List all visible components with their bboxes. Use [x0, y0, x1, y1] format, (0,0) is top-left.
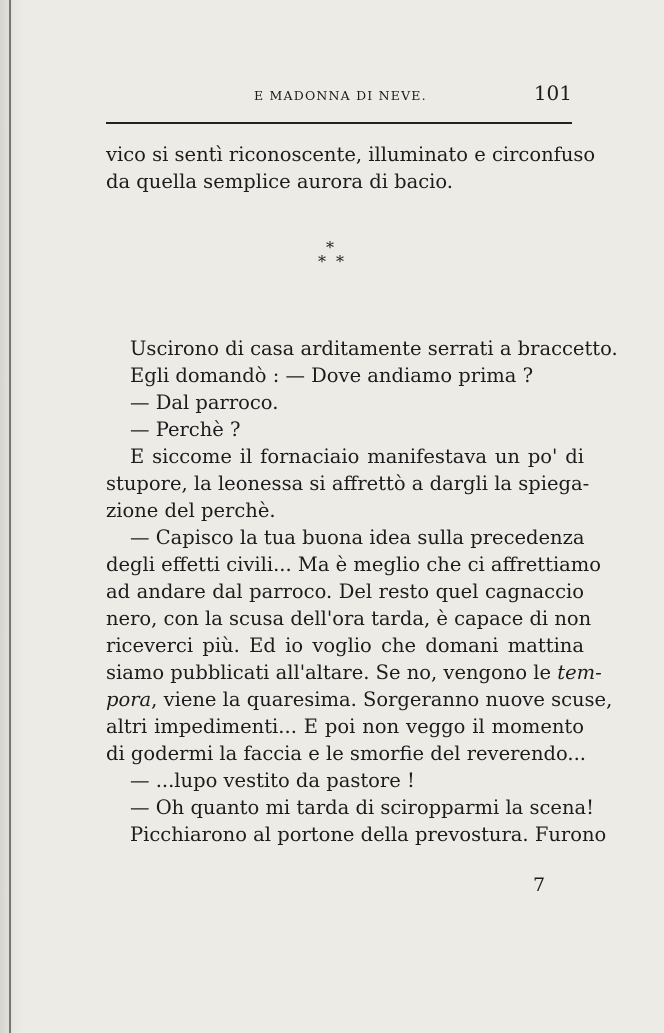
text-line	[106, 659, 602, 686]
page-number: 101	[533, 81, 572, 105]
text-line: Picchiarono al portone della prevostura. Furono	[130, 823, 607, 846]
italic-fragment: pora	[106, 688, 152, 711]
text-line: Uscirono di casa arditamente serrati a braccetto.	[130, 337, 618, 360]
text-line: da quella semplice aurora di bacio.	[106, 170, 454, 193]
text-line: Egli domandò : — Dove andiamo prima ?	[130, 364, 534, 387]
text-line: — Oh quanto mi tarda di sciropparmi la scena!	[130, 796, 594, 819]
text-fragment: siamo pubblicati all'altare. Se no, vengono le	[106, 661, 558, 684]
text-fragment: , viene la quaresima. Sorgeranno nuove scuse,	[151, 688, 613, 711]
text-line: zione del perchè.	[106, 499, 276, 522]
paragraph-continuation	[106, 141, 596, 195]
body-text	[106, 335, 618, 848]
text-line	[106, 686, 613, 713]
text-line: — Perchè ?	[130, 418, 241, 441]
page-edge	[0, 0, 22, 1033]
text-line: altri impedimenti... E poi non veggo il momento	[106, 715, 584, 738]
signature-mark: 7	[533, 874, 546, 896]
text-line: nero, con la scusa dell'ora tarda, è capace di non	[106, 607, 592, 630]
asterisk-mark: *	[318, 252, 326, 271]
text-line: vico si sentì riconoscente, illuminato e circonfuso	[106, 143, 596, 166]
asterisk-mark: *	[336, 252, 344, 271]
text-line: ad andare dal parroco. Del resto quel cagnaccio	[106, 580, 584, 603]
text-line: — Capisco la tua buona idea sulla precedenza	[130, 526, 585, 549]
text-line: E siccome il fornaciaio manifestava un po' di	[130, 445, 584, 468]
text-line: — Dal parroco.	[130, 391, 279, 414]
italic-fragment: tem-	[557, 661, 602, 684]
running-header	[106, 81, 572, 114]
text-line: degli effetti civili... Ma è meglio che ci affrettiamo	[106, 553, 602, 576]
header-rule	[106, 122, 572, 124]
text-line: riceverci più. Ed io voglio che domani mattina	[106, 634, 584, 657]
binding-edge-line	[9, 0, 11, 1033]
section-asterism	[314, 240, 354, 276]
text-line: di godermi la faccia e le smorfie del reverendo...	[106, 742, 587, 765]
asterisk-mark: *	[326, 238, 334, 257]
text-line: — ...lupo vestito da pastore !	[130, 769, 415, 792]
text-line: stupore, la leonessa si affrettò a dargli la spiega-	[106, 472, 590, 495]
running-title: E MADONNA DI NEVE.	[254, 88, 427, 103]
